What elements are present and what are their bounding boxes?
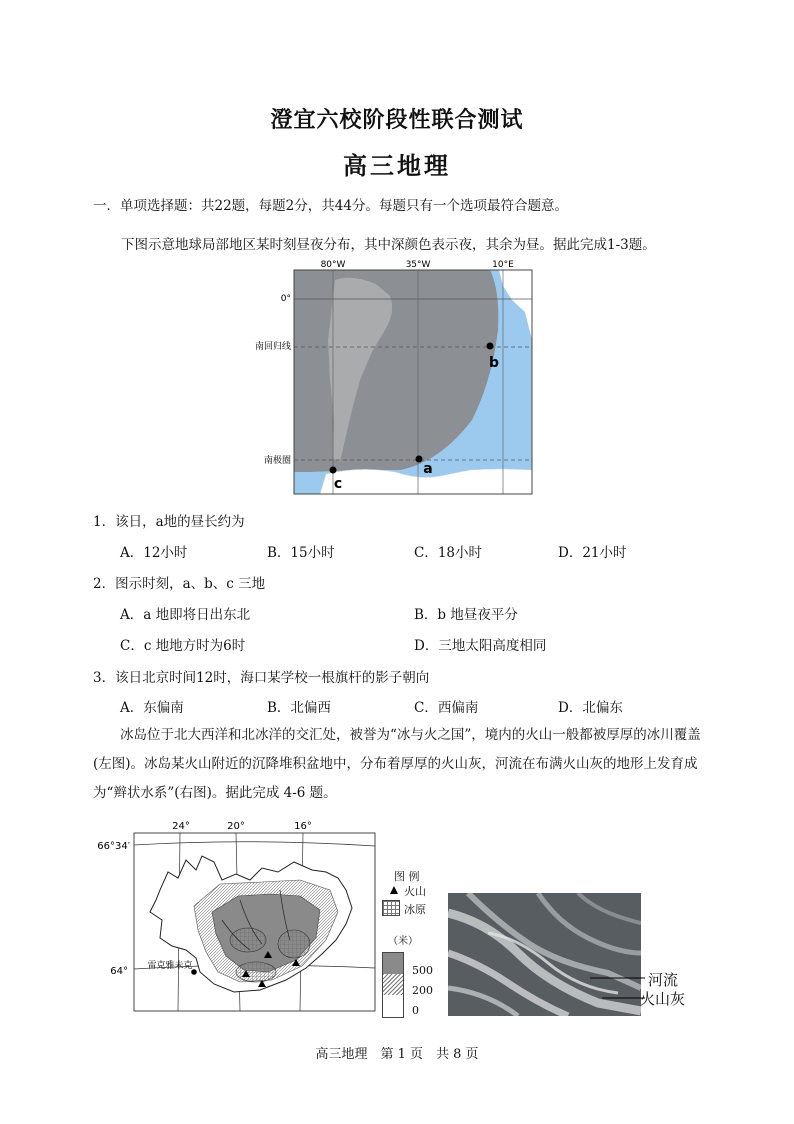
lat-label-antarctic-circle: 南极圈 xyxy=(263,456,291,466)
q1-option-a: A．12小时 xyxy=(120,545,188,561)
q1-option-c: C．18小时 xyxy=(414,545,483,561)
q1-option-d: D．21小时 xyxy=(558,545,627,561)
q1-stem: 1．该日，a地的昼长约为 xyxy=(93,514,245,530)
q2-option-d: D．三地太阳高度相同 xyxy=(414,638,547,654)
iceland-map xyxy=(90,815,380,1015)
label-volcanic-ash: 火山灰 xyxy=(640,990,686,1008)
q2-stem: 2．图示时刻，a、b、c 三地 xyxy=(93,576,266,592)
q3-option-d: D．北偏东 xyxy=(558,700,623,716)
q3-stem: 3．该日北京时间12时，海口某学校一根旗杆的影子朝向 xyxy=(93,670,430,686)
legend-volcano: 火山 xyxy=(404,885,426,898)
q2-option-b: B．b 地昼夜平分 xyxy=(414,607,518,623)
q3-option-b: B．北偏西 xyxy=(267,700,331,716)
elevation-scale xyxy=(382,952,404,1018)
lon-label-35w: 35°W xyxy=(405,260,431,270)
q2-option-a: A．a 地即将日出东北 xyxy=(120,607,251,623)
exam-title: 澄宜六校阶段性联合测试 xyxy=(270,107,524,133)
section-heading: 一．单项选择题：共22题，每题2分，共44分。每题只有一个选项最符合题意。 xyxy=(93,198,568,214)
point-b xyxy=(487,343,494,350)
point-a-label: a xyxy=(423,461,433,477)
lon-label-80w: 80°W xyxy=(320,260,346,270)
page-footer: 高三地理 第 1 页 共 8 页 xyxy=(315,1047,479,1062)
q3-option-a: A．东偏南 xyxy=(120,700,184,716)
day-night-map xyxy=(240,255,540,500)
volcano-icon xyxy=(390,886,398,894)
legend-glacier: 冰原 xyxy=(404,903,426,916)
glacier-3 xyxy=(236,962,276,982)
lon-label-10e: 10°E xyxy=(492,260,514,270)
glacier-2 xyxy=(278,930,310,958)
subject-title: 高三地理 xyxy=(343,151,451,180)
q3-option-c: C．西偏南 xyxy=(414,700,479,716)
point-b-label: b xyxy=(488,355,500,371)
lat-label-equator: 0° xyxy=(280,294,291,304)
point-c-label: c xyxy=(333,476,343,492)
legend-level-0: 0 xyxy=(412,1004,419,1017)
legend-unit: （米） xyxy=(388,936,418,947)
glacier-swatch xyxy=(382,900,400,916)
iceland-lon-16: 16° xyxy=(294,821,312,832)
legend-level-200: 200 xyxy=(412,984,433,997)
legend-title: 图 例 xyxy=(394,870,420,883)
iceland-lon-24: 24° xyxy=(172,821,190,832)
q1-option-b: B．15小时 xyxy=(267,545,335,561)
map-legend xyxy=(382,868,444,1018)
q2-option-c: C．c 地地方时为6时 xyxy=(120,638,246,654)
label-river: 河流 xyxy=(648,971,679,989)
iceland-lat-64: 64° xyxy=(110,966,128,977)
city-reykjavik: 雷克雅未克 xyxy=(147,961,193,971)
intro-q4-6: 冰岛位于北大西洋和北冰洋的交汇处，被誉为“冰与火之国”，境内的火山一般都被厚厚的冰川覆盖(左图)。冰岛某火山附近的沉降堆积盆地中，分布着厚厚的火山灰，河流在布满火山灰的地形上发育成为“辫状水系”(右图)。据此完成 4-6 题。 xyxy=(93,727,701,801)
intro-q1-3: 下图示意地球局部地区某时刻昼夜分布，其中深颜色表示夜，其余为昼。据此完成1-3题。 xyxy=(121,237,656,253)
iceland-lon-20: 20° xyxy=(227,821,245,832)
lat-label-tropic: 南回归线 xyxy=(254,342,291,352)
point-a xyxy=(416,456,423,463)
legend-level-500: 500 xyxy=(412,964,433,977)
point-c xyxy=(330,467,337,474)
iceland-lat-arctic-circle: 66°34′ xyxy=(97,841,130,852)
